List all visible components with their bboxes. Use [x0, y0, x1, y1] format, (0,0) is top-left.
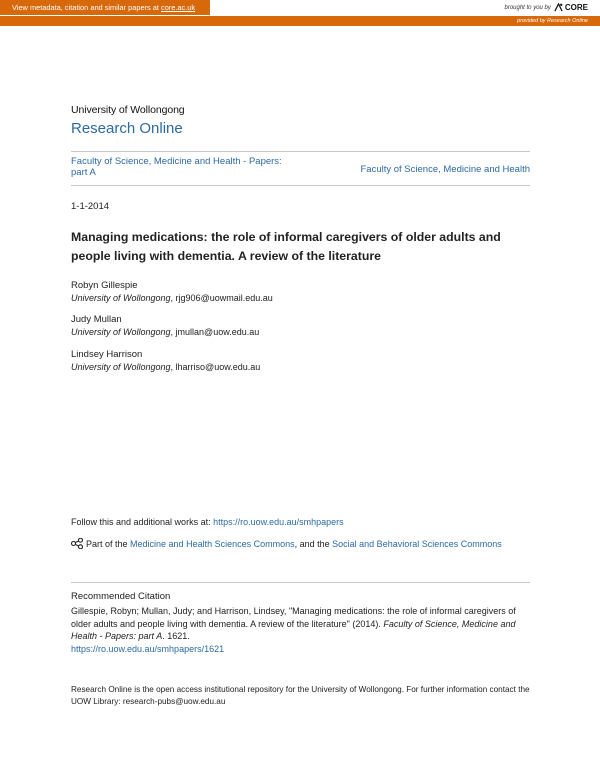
collection-link-faculty[interactable]: Faculty of Science, Medicine and Health [360, 164, 530, 175]
part-of-line [71, 536, 530, 552]
core-logo [554, 3, 588, 12]
author-affiliation [71, 362, 260, 372]
citation-number: . 1621. [162, 631, 190, 641]
divider-bottom [71, 185, 530, 186]
author-name: Judy Mullan [71, 314, 122, 325]
divider-top [71, 151, 530, 152]
author-name: Robyn Gillespie [71, 280, 138, 291]
author-email: , lharriso@uow.edu.au [170, 362, 261, 372]
author-name: Lindsey Harrison [71, 349, 143, 360]
core-logo-icon [554, 3, 563, 12]
divider-citation [71, 582, 530, 583]
collection-link-papers[interactable]: Faculty of Science, Medicine and Health - Papers: part A [71, 156, 282, 178]
author-email: , rjg906@uowmail.edu.au [170, 293, 273, 303]
publication-date: 1-1-2014 [71, 201, 110, 212]
institution-name: University of Wollongong [71, 104, 185, 116]
author-institution: University of Wollongong [71, 327, 171, 337]
author-affiliation [71, 327, 259, 337]
commons-link-social[interactable]: Social and Behavioral Sciences Commons [332, 539, 502, 549]
brought-to-you-by[interactable] [505, 3, 589, 12]
commons-link-medicine[interactable]: Medicine and Health Sciences Commons [130, 539, 295, 549]
follow-line [71, 517, 344, 527]
repository-footer: Research Online is the open access institutional repository for the University of Wollongong. For further information contact the UOW Library: research-pubs@uow.edu.au [71, 685, 530, 706]
banner-stripe [0, 16, 600, 26]
citation-journal: Faculty of Science, Medicine and Health - Papers: part A [71, 618, 516, 641]
share-icon [71, 538, 83, 549]
brought-text: brought to you by [504, 4, 551, 11]
citation-body [71, 605, 531, 655]
provided-by-text: provided by Research Online [517, 18, 588, 24]
author-affiliation [71, 293, 273, 303]
citation-heading: Recommended Citation [71, 591, 171, 602]
core-link[interactable]: core.ac.uk [161, 3, 196, 12]
author-institution: University of Wollongong [71, 293, 171, 303]
part-of-prefix: Part of the [86, 539, 131, 549]
view-metadata-text: View metadata, citation and similar papers at [12, 3, 161, 12]
core-logo-text: CORE [564, 3, 588, 12]
paper-title: Managing medications: the role of informal caregivers of older adults and people living with dementia. A review of the literature [71, 230, 501, 263]
view-metadata-bar [0, 0, 210, 15]
part-of-middle: , and the [294, 539, 333, 549]
author-email: , jmullan@uow.edu.au [170, 327, 260, 337]
citation-text: Gillespie, Robyn; Mullan, Judy; and Harrison, Lindsey, "Managing medications: the role of informal caregivers of older adults and people living with dementia. A review of the literature" (2014). [71, 606, 516, 629]
follow-text: Follow this and additional works at: [71, 517, 214, 527]
core-banner [0, 0, 600, 28]
repository-name[interactable]: Research Online [71, 120, 183, 137]
author-institution: University of Wollongong [71, 362, 171, 372]
follow-link[interactable]: https://ro.uow.edu.au/smhpapers [213, 517, 344, 527]
citation-link[interactable]: https://ro.uow.edu.au/smhpapers/1621 [71, 643, 225, 654]
